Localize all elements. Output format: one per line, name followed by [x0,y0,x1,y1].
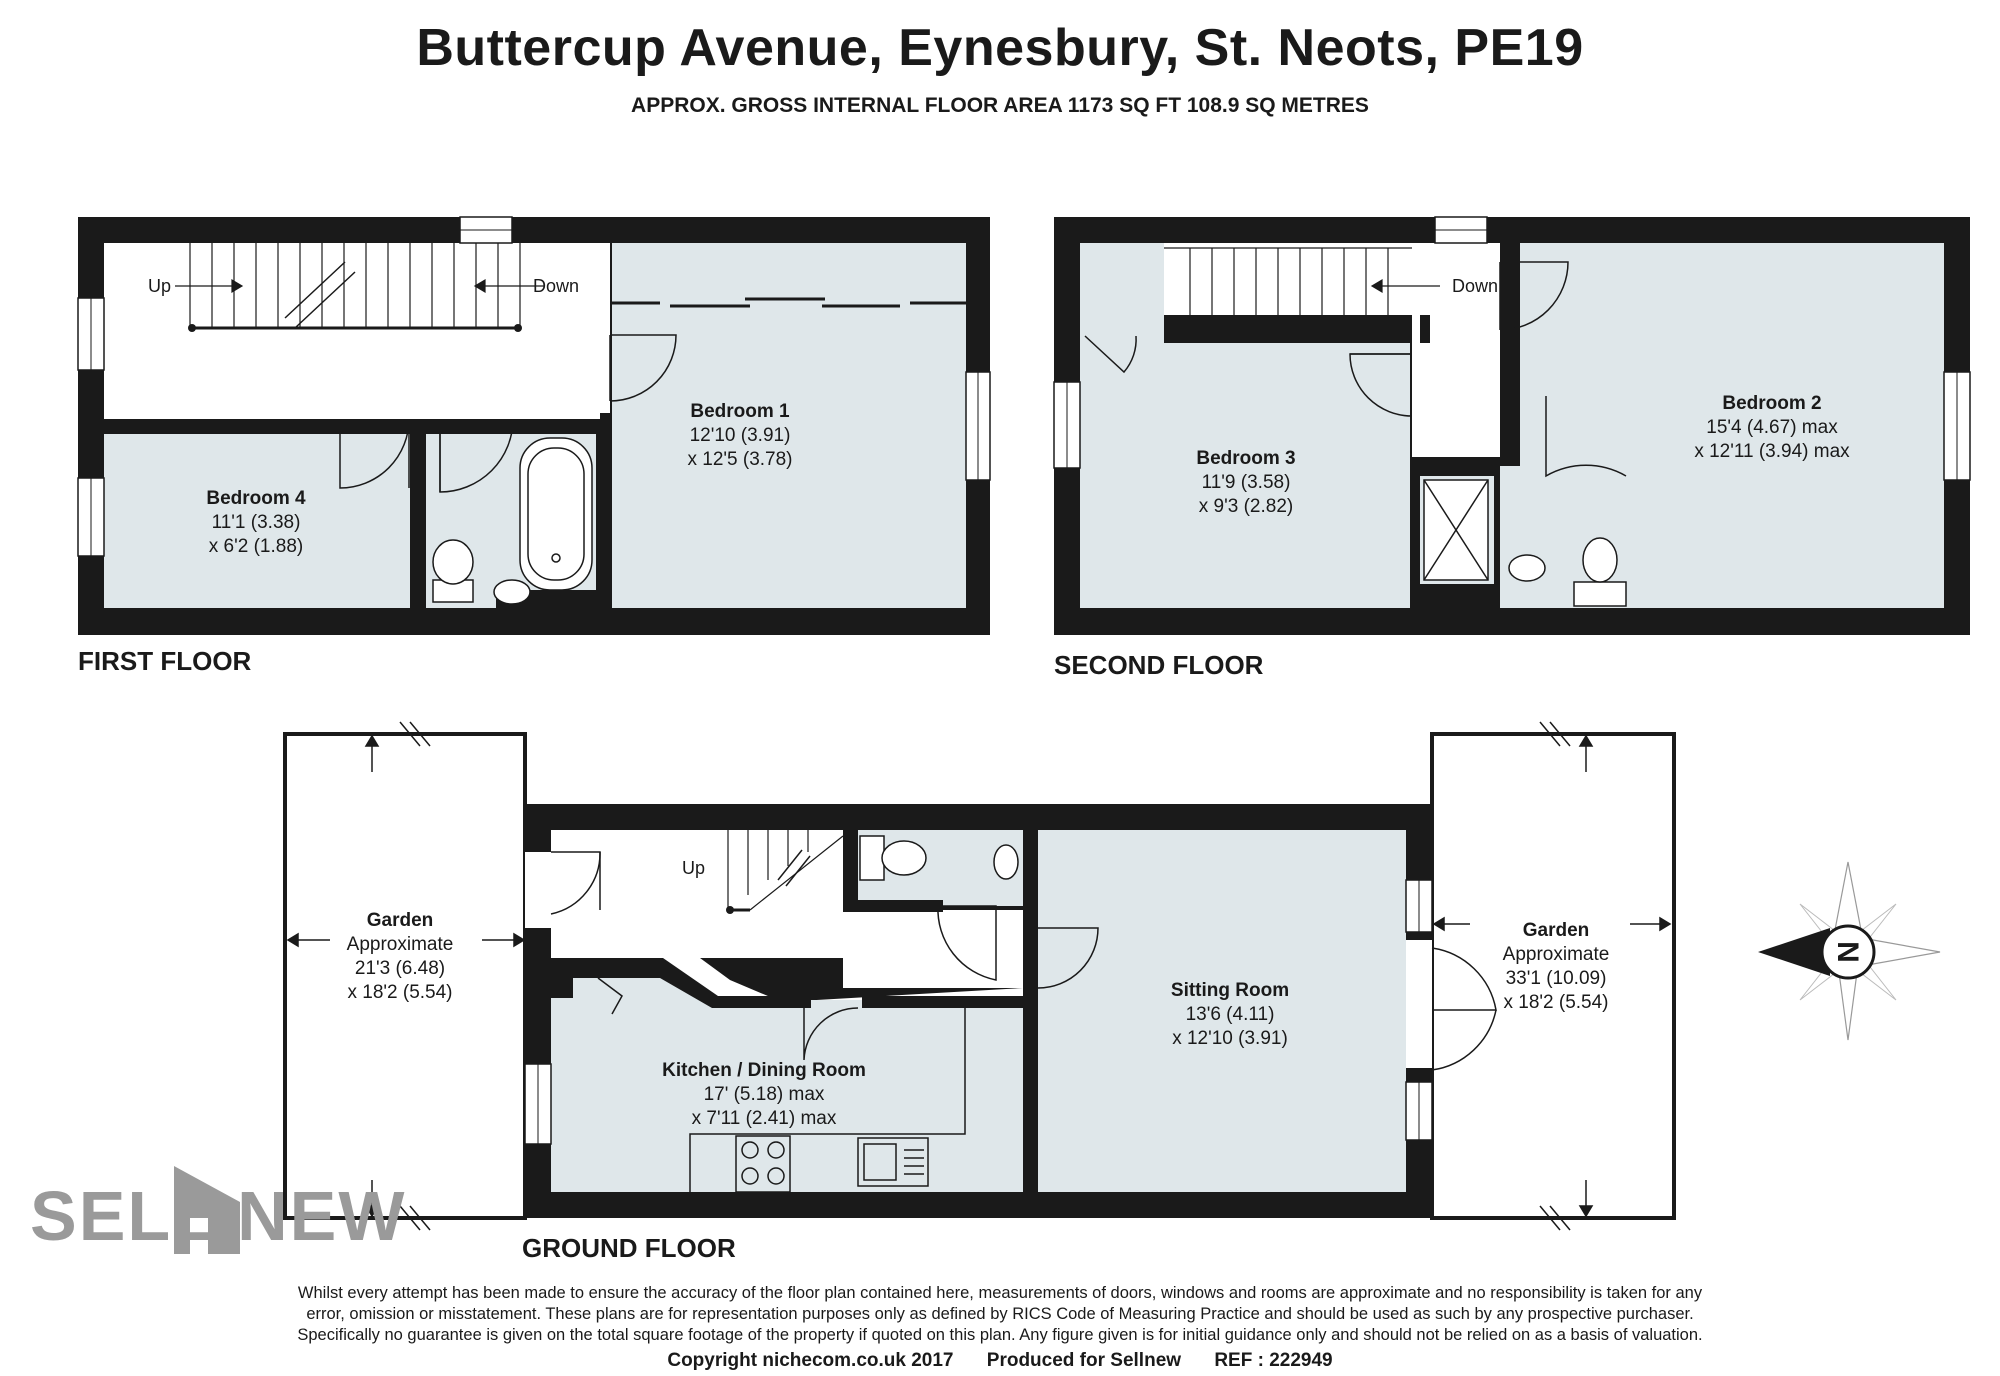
first-floor-label: FIRST FLOOR [78,646,252,676]
bedroom-4-dim1: 11'1 (3.38) [211,512,301,533]
kitchen-dim2: x 7'11 (2.41) max [691,1108,837,1129]
kitchen-name: Kitchen / Dining Room [662,1060,866,1081]
first-floor-plan [78,217,990,635]
bedroom-2-name: Bedroom 2 [1722,393,1822,414]
bedroom-2-dim1: 15'4 (4.67) max [1706,417,1838,438]
sitting-room-name: Sitting Room [1170,980,1290,1001]
stairs-up-label: Up [148,276,172,296]
copyright-text: Copyright nichecom.co.uk 2017 [667,1350,954,1371]
garden-left-dim1: 21'3 (6.48) [354,958,446,979]
page-title: Buttercup Avenue, Eynesbury, St. Neots, PE19 [416,19,1584,77]
garden-left-dim2: x 18'2 (5.54) [347,982,453,1003]
compass-rose-icon [1758,862,1940,1040]
sitting-room-dim1: 13'6 (4.11) [1185,1004,1275,1025]
logo-text: SELL NEW [30,1177,407,1255]
bedroom-1-dim2: x 12'5 (3.78) [687,449,793,470]
disclaimer [230,1283,1770,1346]
bedroom-3-dim1: 11'9 (3.58) [1201,472,1291,493]
disclaimer-line: Specifically no guarantee is given on the total square footage of the property if quoted on this plan. Any figure given is for initial guidance only and should not be relied on as a basis of valuation. [297,1326,1703,1344]
ground-floor-label: GROUND FLOOR [522,1233,736,1263]
disclaimer-line: error, omission or misstatement. These plans are for representation purposes only as defined by RICS Code of Measuring Practice and should be used as such by any prospective purchaser. [306,1305,1694,1323]
bedroom-4-dim2: x 6'2 (1.88) [208,536,304,557]
stairs-down-label: Down [533,276,580,296]
sitting-room-dim2: x 12'10 (3.91) [1172,1028,1288,1049]
produced-for-text: Produced for Sellnew [986,1350,1182,1371]
bedroom-3-name: Bedroom 3 [1196,448,1296,469]
garden-right-dim2: x 18'2 (5.54) [1503,992,1609,1013]
ground-floor-plan [285,722,1674,1230]
footer [0,1350,2000,1372]
garden-right-line1: Approximate [1502,944,1610,965]
bedroom-1-dim1: 12'10 (3.91) [689,425,791,446]
ground-floor-hall [551,830,843,958]
floor-area-subtitle: APPROX. GROSS INTERNAL FLOOR AREA 1173 SQ FT 108.9 SQ METRES [631,94,1369,117]
compass-north-label: N [1831,941,1864,963]
bedroom-1-name: Bedroom 1 [690,401,790,422]
kitchen-dim1: 17' (5.18) max [703,1084,825,1105]
bedroom-2-dim2: x 12'11 (3.94) max [1694,441,1850,462]
ground-stairs-up-label: Up [682,858,706,878]
bedroom-3-dim2: x 9'3 (2.82) [1198,496,1294,517]
second-floor-stairwell [1164,243,1412,315]
second-stairs-down-label: Down [1452,276,1499,296]
disclaimer-line: Whilst every attempt has been made to ensure the accuracy of the floor plan contained here, measurements of doors, windows and rooms are approximate and no responsibility is taken for any [297,1284,1703,1302]
garden-right-name: Garden [1522,920,1590,941]
sellnew-logo [30,1158,430,1258]
reference-text: REF : 222949 [1214,1350,1333,1371]
garden-left-name: Garden [366,910,434,931]
first-floor-landing [104,243,600,419]
bedroom-4-name: Bedroom 4 [206,488,306,509]
second-floor-label: SECOND FLOOR [1054,650,1264,680]
garden-left-line1: Approximate [346,934,454,955]
garden-right-dim1: 33'1 (10.09) [1505,968,1607,989]
